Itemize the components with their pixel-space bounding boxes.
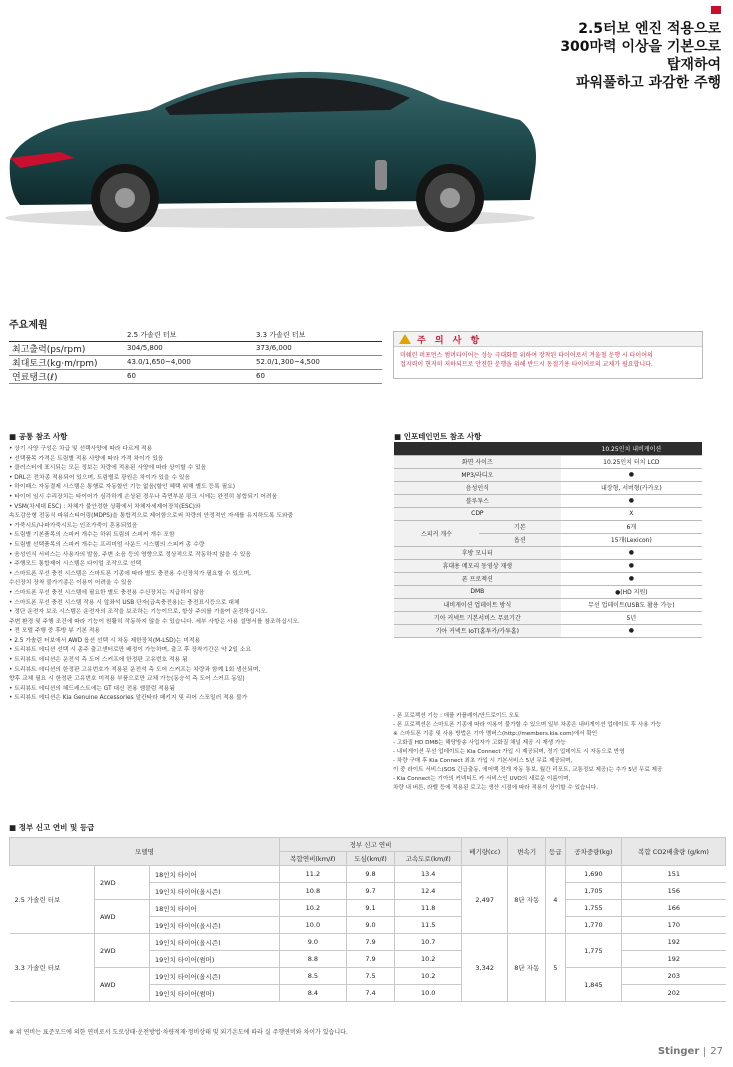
fuel-note: ※ 위 연비는 표준모드에 의한 연비로서 도로상태·운전방법·차량적재·정비상태 및 외기온도에 따라 실 주행연비와 차이가 있습니다.: [9, 1029, 348, 1036]
fuel-tire: 19인치 타이어(썸머): [150, 951, 280, 968]
common-note-item: • 선택품목 가격은 트림별 적용 사양에 따라 가격 차이가 있음: [9, 455, 164, 462]
info-header-blank: [479, 442, 561, 455]
fuel-tire: 19인치 타이어(올시즌): [150, 883, 280, 900]
info-value: ●(HD 지원): [561, 585, 702, 598]
common-note-item: • 상기 사양 구성은 차급 및 선택사양에 따라 다르게 적용: [9, 446, 153, 452]
fuel-tire: 19인치 타이어(썸머): [150, 985, 280, 1002]
info-label: 내비게이션 업데이트 방식: [394, 598, 561, 611]
fuel-header-highway: 고속도로(km/ℓ): [395, 852, 462, 866]
fuel-displacement: 2,497: [462, 866, 508, 934]
infotainment-table: [394, 442, 702, 638]
common-note-item: • 정단 운전자 보조 시스템은 운전자의 조작을 보조하는 기능이므로, 항상 주의를 기울여 운전하십시오.: [9, 609, 268, 616]
info-header: 10.25인치 내비게이션: [561, 442, 702, 455]
headline: [560, 20, 721, 92]
info-label: CDP: [394, 507, 561, 520]
info-sublabel: 옵션: [479, 533, 561, 546]
fuel-weight: 1,770: [565, 917, 621, 934]
fuel-city: 9.1: [346, 900, 395, 917]
fuel-drive: AWD: [95, 900, 150, 934]
headline-line-4: 파워풀하고 과감한 주행: [576, 75, 721, 91]
caution-header: [394, 332, 702, 347]
fuel-combined: 11.2: [280, 866, 347, 883]
fuel-header-transmission: 변속기: [508, 838, 546, 866]
stinger-car-image: [0, 40, 560, 240]
fuel-header-displacement: 배기량(cc): [462, 838, 508, 866]
fuel-displacement: 3,342: [462, 934, 508, 1002]
fuel-row: [10, 900, 726, 917]
fuel-engine: 2.5 가솔린 터보: [10, 866, 95, 934]
fuel-city: 7.9: [346, 934, 395, 951]
common-note-item: • 스마트폰 무선 충전 시스템에 필요한 별도 충전용 수신장치는 지급하지 않음: [9, 589, 205, 596]
fuel-city: 9.0: [346, 917, 395, 934]
infotainment-notes: [393, 712, 723, 793]
fuel-highway: 10.7: [395, 934, 462, 951]
fuel-co2: 151: [622, 866, 726, 883]
info-value: ●: [561, 559, 702, 572]
fuel-combined: 8.4: [280, 985, 347, 1002]
common-note-item: • 트리뷰트 에디션의 헤드레스트에는 GT 대신 전용 엠블럼 적용됨: [9, 685, 175, 692]
fuel-tire: 19인치 타이어(올시즌): [150, 968, 280, 985]
fuel-tire: 18인치 타이어: [150, 866, 280, 883]
infotainment-note-item: - 폰 프로젝션 기능 : 애플 카플레이/안드로이드 오토: [393, 713, 520, 719]
caution-line-1: 미쉐린 퍼포먼스 썸머타이어는 성능 극대화를 위하여 장착된 타이어로서 겨울철 운행 시 타이어의: [400, 352, 653, 359]
fuel-weight: 1,775: [565, 934, 621, 968]
fuel-transmission: 8단 자동: [508, 866, 546, 934]
headline-line-2: 300마력 이상을 기본으로: [560, 39, 721, 55]
common-note-item: • 타이어 임시 수리장치는 타이어가 심각하게 손상된 경우나 측면부분 펑크 시에는 완전히 봉합되기 어려움: [9, 493, 278, 500]
fuel-highway: 10.2: [395, 951, 462, 968]
fuel-combined: 9.0: [280, 934, 347, 951]
footer-brand: Stinger: [657, 1046, 700, 1057]
spec-value: 52.0/1,300~4,500: [253, 355, 382, 369]
fuel-header-efficiency: 정부 신고 연비: [280, 838, 462, 852]
info-value: ●: [561, 546, 702, 559]
fuel-highway: 10.2: [395, 968, 462, 985]
info-label: 기아 커넥트 기본서비스 무료기간: [394, 611, 561, 624]
infotainment-note-item: - 고화질 HD DMB는 해당방송 사업자가 고화질 채널 제공 시 재생 가능: [393, 740, 566, 746]
fuel-row: [10, 866, 726, 883]
headline-line-1: 2.5터보 엔진 적용으로: [578, 21, 721, 37]
page-footer: [658, 1046, 723, 1057]
spec-value: 60: [253, 369, 382, 383]
spec-row: [9, 355, 382, 369]
fuel-header-co2: 복합 CO2배출량 (g/km): [622, 838, 726, 866]
fuel-highway: 11.8: [395, 900, 462, 917]
infotainment-note-item: - Kia Connect는 기아의 커넥티드 카 서비스인 UVO의 새로운 이름이며,: [393, 776, 571, 782]
fuel-tire: 19인치 타이어(올시즌): [150, 934, 280, 951]
spec-row: [9, 341, 382, 355]
fuel-combined: 10.2: [280, 900, 347, 917]
fuel-tire: 19인치 타이어(올시즌): [150, 917, 280, 934]
common-note-item: • 스마트폰 무선 충전 시스템 작용 시 앞좌석 USB 단자(급속충전용)는 충전표시등으로 대체: [9, 599, 240, 606]
fuel-header-city: 도심(km/ℓ): [346, 852, 395, 866]
common-notes-list: [9, 445, 379, 704]
info-label: 폰 프로젝션: [394, 572, 561, 585]
fuel-weight: 1,690: [565, 866, 621, 883]
fuel-row: [10, 934, 726, 951]
fuel-highway: 10.0: [395, 985, 462, 1002]
fuel-row: [10, 968, 726, 985]
infotainment-note-item: ※ 스마트폰 기종 및 사용 방법은 기아 멤버스(http://members.kia.com)에서 확인: [393, 731, 598, 737]
headline-line-3: 탑재하여: [666, 57, 721, 73]
fuel-highway: 12.4: [395, 883, 462, 900]
fuel-highway: 13.4: [395, 866, 462, 883]
fuel-weight: 1,755: [565, 900, 621, 917]
info-value: ●: [561, 468, 702, 481]
info-label: 휴대용 메모리 동영상 재생: [394, 559, 561, 572]
info-label: 후방 모니터: [394, 546, 561, 559]
fuel-combined: 10.0: [280, 917, 347, 934]
common-note-item: • 전 모델 주행 중 후방 뷰 기본 적용: [9, 628, 100, 635]
fuel-city: 7.5: [346, 968, 395, 985]
caution-title: 주 의 사 항: [417, 335, 483, 346]
hero-section: [0, 0, 733, 300]
common-note-item: • 트림별 기본품목의 스피커 개수는 하위 트림의 스피커 개수 포함: [9, 532, 175, 539]
spec-value: 304/5,800: [124, 341, 253, 355]
fuel-co2: 170: [622, 917, 726, 934]
fuel-co2: 156: [622, 883, 726, 900]
common-note-item: 수신장치 장착 불가기종은 이용이 어려울 수 있음: [9, 580, 133, 587]
common-note-item: 속도감응형 전동식 파워스티어링(MDPS)을 통합적으로 제어함으로써 차량의 안정적인 자세를 유지하도록 도와줌: [9, 513, 294, 520]
spec-header-33: 3.3 가솔린 터보: [253, 330, 382, 341]
spec-header-blank: [9, 330, 124, 341]
fuel-header-combined: 복합연비(km/ℓ): [280, 852, 347, 866]
common-note-item: • 트리뷰트 에디션 선택 시 총주 출고센터로만 배정이 가능하며, 출고 후 장착기간은 약 2일 소요: [9, 647, 251, 654]
fuel-combined: 8.8: [280, 951, 347, 968]
common-note-item: • 클러스터에 표시되는 모든 정보는 차량에 적용된 사양에 따라 상이할 수 있음: [9, 465, 207, 472]
common-note-item: • 2.5 가솔린 터보에서 AWD 옵션 선택 시 차동 제한장치(M-LSD)는 미적용: [9, 637, 201, 644]
fuel-co2: 192: [622, 951, 726, 968]
common-note-item: 향후 교체 필요 시 한정판 고유번호 미적용 부품으로만 교체 가능(동승석 측 도어 스커프 동일): [9, 676, 245, 683]
info-label: 음성인식: [394, 481, 561, 494]
spec-title: 주요제원: [9, 320, 48, 331]
fuel-drive: 2WD: [95, 934, 150, 968]
info-value: X: [561, 507, 702, 520]
common-note-item: • 트리뷰트 에디션은 운전석 측 도어 스커프에 한정판 고유번호 적용 됨: [9, 657, 188, 664]
info-sublabel: 기본: [479, 520, 561, 533]
common-note-item: • 주행모드 통합제어 시스템은 다이얼 조작으로 선택: [9, 561, 142, 568]
info-value: 15개(Lexicon): [561, 533, 702, 546]
fuel-weight: 1,845: [565, 968, 621, 1002]
fuel-header-weight: 공차중량(kg): [565, 838, 621, 866]
info-value: 내장형, 서버형(카카오): [561, 481, 702, 494]
common-note-item: • DRL은 전차종 적용되어 있으며, 트림별로 광원은 차이가 있을 수 있음: [9, 474, 191, 481]
info-value: 무선 업데이트(USB도 활용 가능): [561, 598, 702, 611]
info-label: 기아 커넥트 IoT(홈투카/카투홈): [394, 624, 561, 637]
fuel-header-model: 모델명: [10, 838, 280, 866]
fuel-title: ■ 정부 신고 연비 및 등급: [9, 823, 95, 832]
common-note-item: • 음성인식 서비스는 사용자의 발음, 주변 소음 등의 영향으로 정상적으로 작동하지 않을 수 있음: [9, 551, 252, 558]
fuel-highway: 11.5: [395, 917, 462, 934]
fuel-combined: 10.8: [280, 883, 347, 900]
infotainment-title: ■ 인포테인먼트 참조 사항: [394, 432, 482, 441]
caution-box: [393, 331, 703, 379]
spec-label: 최대토크(kg·m/rpm): [9, 355, 124, 369]
fuel-city: 9.8: [346, 866, 395, 883]
infotainment-note-item: - 폰 프로젝션은 스마트폰 기종에 따라 이용이 불가할 수 있으며 일부 차종은 내비게이션 업데이트 후 사용 가능: [393, 722, 662, 728]
spec-value: 373/6,000: [253, 341, 382, 355]
spec-value: 60: [124, 369, 253, 383]
fuel-co2: 192: [622, 934, 726, 951]
fuel-city: 7.4: [346, 985, 395, 1002]
common-note-item: • 트리뷰트 에디션은 Kia Genuine Accessories 알칸타라 패키지 및 리어 스포일러 적용 불가: [9, 695, 248, 702]
spec-label: 연료탱크(ℓ): [9, 369, 124, 383]
spec-table: [9, 330, 382, 384]
fuel-city: 7.9: [346, 951, 395, 968]
common-note-item: 주변 환경 및 주행 조건에 따라 기능이 원활히 작동하지 않을 수 있습니다. 세부 사항은 사용 설명서를 참조하십시오.: [9, 618, 300, 625]
fuel-table: [9, 837, 726, 1002]
fuel-co2: 166: [622, 900, 726, 917]
spec-value: 43.0/1,650~4,000: [124, 355, 253, 369]
common-note-item: • VSM(차세대 ESC) : 차체가 불안정한 상황에서 차체자세제어장치(ESC)와: [9, 503, 201, 510]
common-note-item: • 하이패스 자동결제 시스템은 통행료 자동할인 기능 없음(할인 혜택 위해 별도 등록 필요): [9, 484, 236, 491]
fuel-city: 9.7: [346, 883, 395, 900]
info-label-speaker: 스피커 개수: [394, 520, 479, 546]
fuel-transmission: 8단 자동: [508, 934, 546, 1002]
info-label: DMB: [394, 585, 561, 598]
common-notes-title: ■ 공통 참조 사항: [9, 432, 68, 441]
info-label: 블루투스: [394, 494, 561, 507]
fuel-tire: 18인치 타이어: [150, 900, 280, 917]
common-note-item: • 트리뷰트 에디션의 한정판 고유번호가 적용된 운전석 측 도어 스커프는 차량과 함께 1회 생산되며,: [9, 666, 261, 673]
infotainment-note-item: - 차량 구매 후 Kia Connect 최초 가입 시 기본서비스 5년 무료 제공되며,: [393, 758, 573, 764]
footer-divider: [704, 1047, 705, 1057]
page-number: 27: [710, 1046, 723, 1057]
info-value: 5년: [561, 611, 702, 624]
spec-header-25: 2.5 가솔린 터보: [124, 330, 253, 341]
accent-bar: [711, 6, 721, 14]
fuel-grade: 5: [546, 934, 566, 1002]
common-note-item: • 가죽시트/나파가죽시트는 인조가죽이 혼용되었음: [9, 522, 138, 529]
infotainment-note-item: 차량 내 버튼, 라벨 등에 적용된 로고는 생산 시점에 따라 적용이 상이할 수 있습니다.: [393, 785, 598, 791]
fuel-engine: 3.3 가솔린 터보: [10, 934, 95, 1002]
fuel-header-grade: 등급: [546, 838, 566, 866]
fuel-grade: 4: [546, 866, 566, 934]
caution-body: [394, 347, 702, 373]
warning-icon: [399, 334, 411, 344]
fuel-co2: 203: [622, 968, 726, 985]
caution-line-2: 접지력이 현저히 저하되므로 안전한 운행을 위해 반드시 동절기용 타이어로의 교체가 필요합니다.: [400, 361, 653, 368]
info-value: ●: [561, 624, 702, 637]
info-value: 6개: [561, 520, 702, 533]
common-note-item: • 스마트폰 무선 충전 시스템은 스마트폰 기종에 따라 별도 충전용 수신장치가 필요할 수 있으며,: [9, 570, 252, 577]
spec-label: 최고출력(ps/rpm): [9, 341, 124, 355]
common-note-item: • 트림별 선택품목의 스피커 개수는 프리미엄 사운드 시스템의 스피커 총 수량: [9, 541, 205, 548]
info-value: ●: [561, 572, 702, 585]
infotainment-note-item: - 내비게이션 무선 업데이트는 Kia Connect 가입 시 제공되며, 정기 업데이트 시 자동으로 반영: [393, 749, 625, 755]
fuel-weight: 1,705: [565, 883, 621, 900]
fuel-drive: AWD: [95, 968, 150, 1002]
fuel-co2: 202: [622, 985, 726, 1002]
info-header-blank: [394, 442, 479, 455]
fuel-drive: 2WD: [95, 866, 150, 900]
infotainment-note-item: 이 중 라이트 서비스(SOS 긴급출동, 에어백 전개 자동 통보, 월간 리포트, 교통정보 제공)는 추가 5년 무료 제공: [393, 767, 663, 773]
info-label: MP3/라디오: [394, 468, 561, 481]
info-value: ●: [561, 494, 702, 507]
fuel-combined: 8.5: [280, 968, 347, 985]
info-label: 화면 사이즈: [394, 455, 561, 468]
info-value: 10.25인치 터치 LCD: [561, 455, 702, 468]
spec-row: [9, 369, 382, 383]
